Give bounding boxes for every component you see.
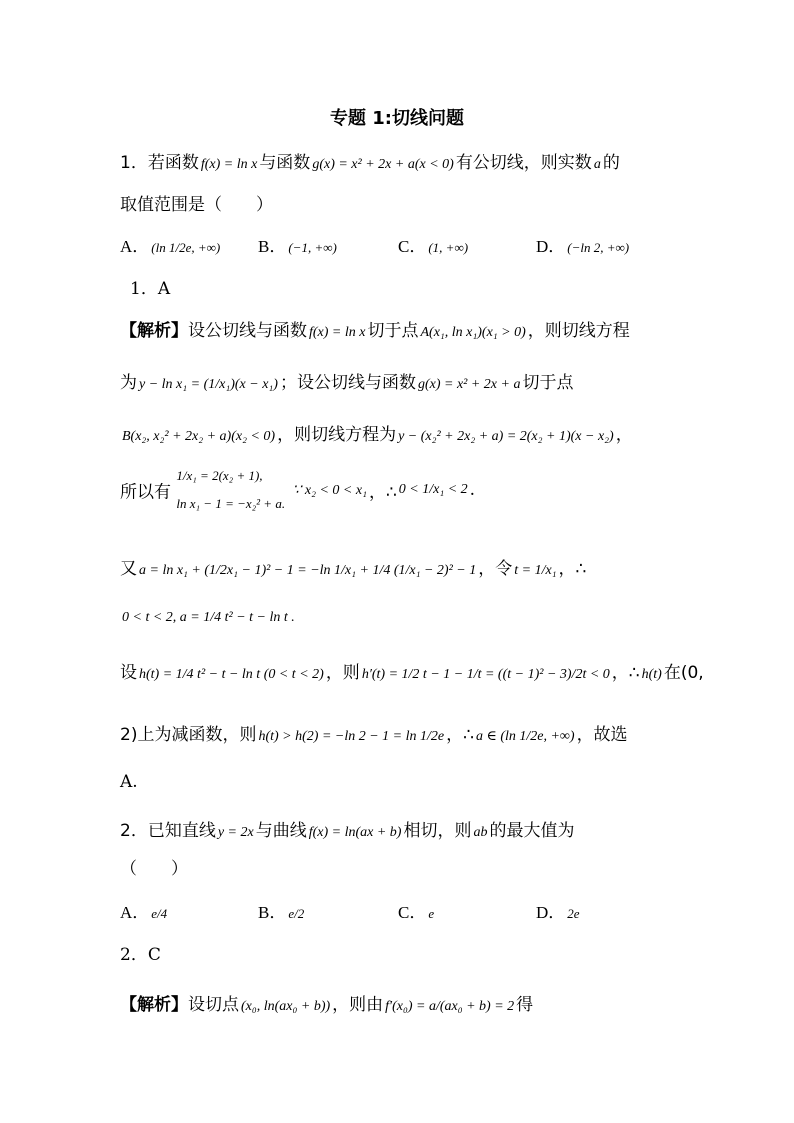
q1-var: a	[593, 157, 601, 172]
q1-f-formula: f(x) = ln x	[200, 157, 258, 172]
q1-option-d: D． (−ln 2, +∞)	[536, 237, 630, 256]
q1-mid: 与函数	[259, 153, 311, 173]
equation-system: 1/x₁ = 2(x₂ + 1), ln x₁ − 1 = −x₂² + a.	[176, 468, 286, 511]
page-title: 专题 1:切线问题	[330, 108, 464, 129]
sol1-line2: 为 y − ln x₁ = (1/x₁)(x − x₁) ；设公切线与函数 g(x) = x² + 2x + a 切于点	[120, 373, 574, 393]
q1-option-a: A． (ln 1/2e, +∞)	[120, 237, 221, 256]
sol1-line9: A.	[120, 772, 138, 792]
sol2-line1: 【解析】设切点 (x₀, ln(ax₀ + b)) ，则由 f′(x₀) = a/(ax₀ + b) = 2 得	[120, 995, 534, 1015]
q1-stem-line1	[120, 148, 620, 173]
q1-pre: 1．若函数	[120, 153, 199, 173]
q2-option-c: C． e	[398, 903, 435, 922]
q1-end: 的	[602, 153, 620, 173]
sol1-line3: B(x₂, x₂² + 2x₂ + a)(x₂ < 0) ，则切线方程为 y − (x₂² + 2x₂ + a) = 2(x₂ + 1)(x − x₂) ，	[122, 425, 633, 445]
sol1-line7: 设 h(t) = 1/4 t² − t − ln t (0 < t < 2) ，则 h′(t) = 1/2 t − 1 − 1/t = ((t − 1)² − 3)/2t < 0 ，∴ h(t) 在(0,	[120, 663, 704, 683]
q1-post: 有公切线，则实数	[455, 153, 592, 173]
q2-option-b: B． e/2	[258, 903, 305, 922]
sol1-line1: 【解析】设公切线与函数 f(x) = ln x 切于点 A(x₁, ln x₁)(x₁ > 0) ，则切线方程	[120, 321, 630, 341]
q2-stem-line2: （ ）	[120, 859, 188, 879]
q2-option-d: D． 2e	[536, 903, 580, 922]
sol1-line8: 2)上为减函数，则 h(t) > h(2) = −ln 2 − 1 = ln 1/2e ，∴ a ∈ (ln 1/2e, +∞) ，故选	[120, 725, 628, 745]
q1-answer: 1．A	[130, 279, 171, 299]
q2-answer: 2．C	[120, 945, 161, 965]
q2-option-a: A． e/4	[120, 903, 168, 922]
q1-option-c: C． (1, +∞)	[398, 237, 469, 256]
sol1-line4: 所以有 1/x₁ = 2(x₂ + 1), ln x₁ − 1 = −x₂² + a. ∵ x₂ < 0 < x₁ ，∴ 0 < 1/x₁ < 2 .	[120, 462, 475, 518]
sol1-line6: 0 < t < 2, a = 1/4 t² − t − ln t .	[122, 610, 295, 625]
sol1-line5: 又 a = ln x₁ + (1/2x₁ − 1)² − 1 = −ln 1/x₁ + 1/4 (1/x₁ − 2)² − 1 ，令 t = 1/x₁ ，∴	[120, 559, 587, 579]
q1-g-formula: g(x) = x² + 2x + a(x < 0)	[312, 157, 454, 172]
q2-stem-line1: 2．已知直线 y = 2x 与曲线 f(x) = ln(ax + b) 相切，则 ab 的最大值为	[120, 821, 575, 841]
q1-option-b: B． (−1, +∞)	[258, 237, 337, 256]
q1-stem-line2: 取值范围是（ ）	[120, 195, 273, 215]
